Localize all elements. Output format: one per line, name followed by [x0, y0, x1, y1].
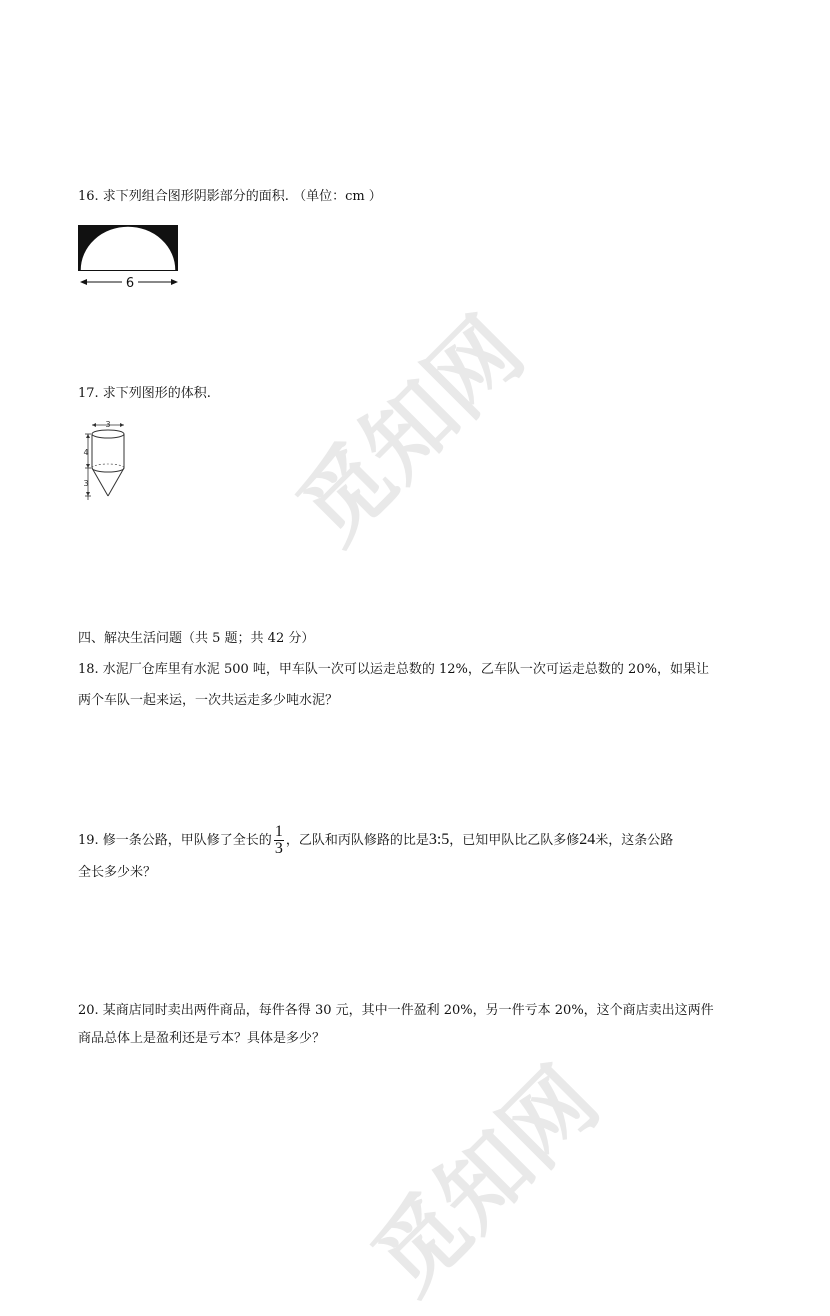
question-16-figure: [76, 223, 184, 293]
watermark-center: 觅知网: [278, 298, 544, 564]
question-20-line-2: 商品总体上是盈利还是亏本？具体是多少？: [78, 1031, 326, 1046]
question-17-text: 17. 求下列图形的体积.: [78, 386, 211, 401]
fraction-numerator: 1: [274, 823, 283, 840]
section-4-heading: 四、解决生活问题（共 5 题；共 42 分）: [78, 631, 315, 646]
height-markers: [83, 434, 91, 500]
question-19-line-1: [78, 822, 673, 859]
fraction-one-third: [274, 824, 284, 857]
question-17-figure: [78, 418, 138, 510]
question-19-line-2: 全长多少米？: [78, 865, 157, 880]
question-19-part-2: ，乙队和丙队修路的比是: [285, 833, 429, 848]
question-19-part-1: 19. 修一条公路，甲队修了全长的: [78, 833, 272, 848]
svg-text:3: 3: [105, 420, 111, 429]
question-19-part-3: ，已知甲队比乙队多修: [449, 833, 580, 848]
question-18-line-2: 两个车队一起来运，一次共运走多少吨水泥？: [78, 693, 339, 708]
ratio-value: 3:5: [428, 831, 450, 848]
watermark-bottom: 觅知网: [353, 1048, 619, 1314]
question-20-line-1: 20. 某商店同时卖出两件商品，每件各得 30 元，其中一件盈利 20%，另一件亏本 20%，这个商店卖出这两件: [78, 1003, 714, 1018]
distance-value: 24: [579, 831, 596, 848]
question-19-part-4: 米，这条公路: [595, 833, 674, 848]
fraction-denominator: 3: [274, 840, 283, 857]
svg-text:4: 4: [83, 448, 89, 457]
diameter-marker: [92, 420, 124, 429]
dimension-label: 6: [125, 276, 135, 291]
svg-text:3: 3: [83, 479, 89, 488]
cylinder: [92, 430, 124, 472]
question-16-text: 16. 求下列组合图形阴影部分的面积. （单位：cm ）: [78, 189, 382, 204]
question-18-line-1: 18. 水泥厂仓库里有水泥 500 吨，甲车队一次可以运走总数的 12%，乙车队一次可运走总数的 20%，如果让: [78, 662, 709, 677]
